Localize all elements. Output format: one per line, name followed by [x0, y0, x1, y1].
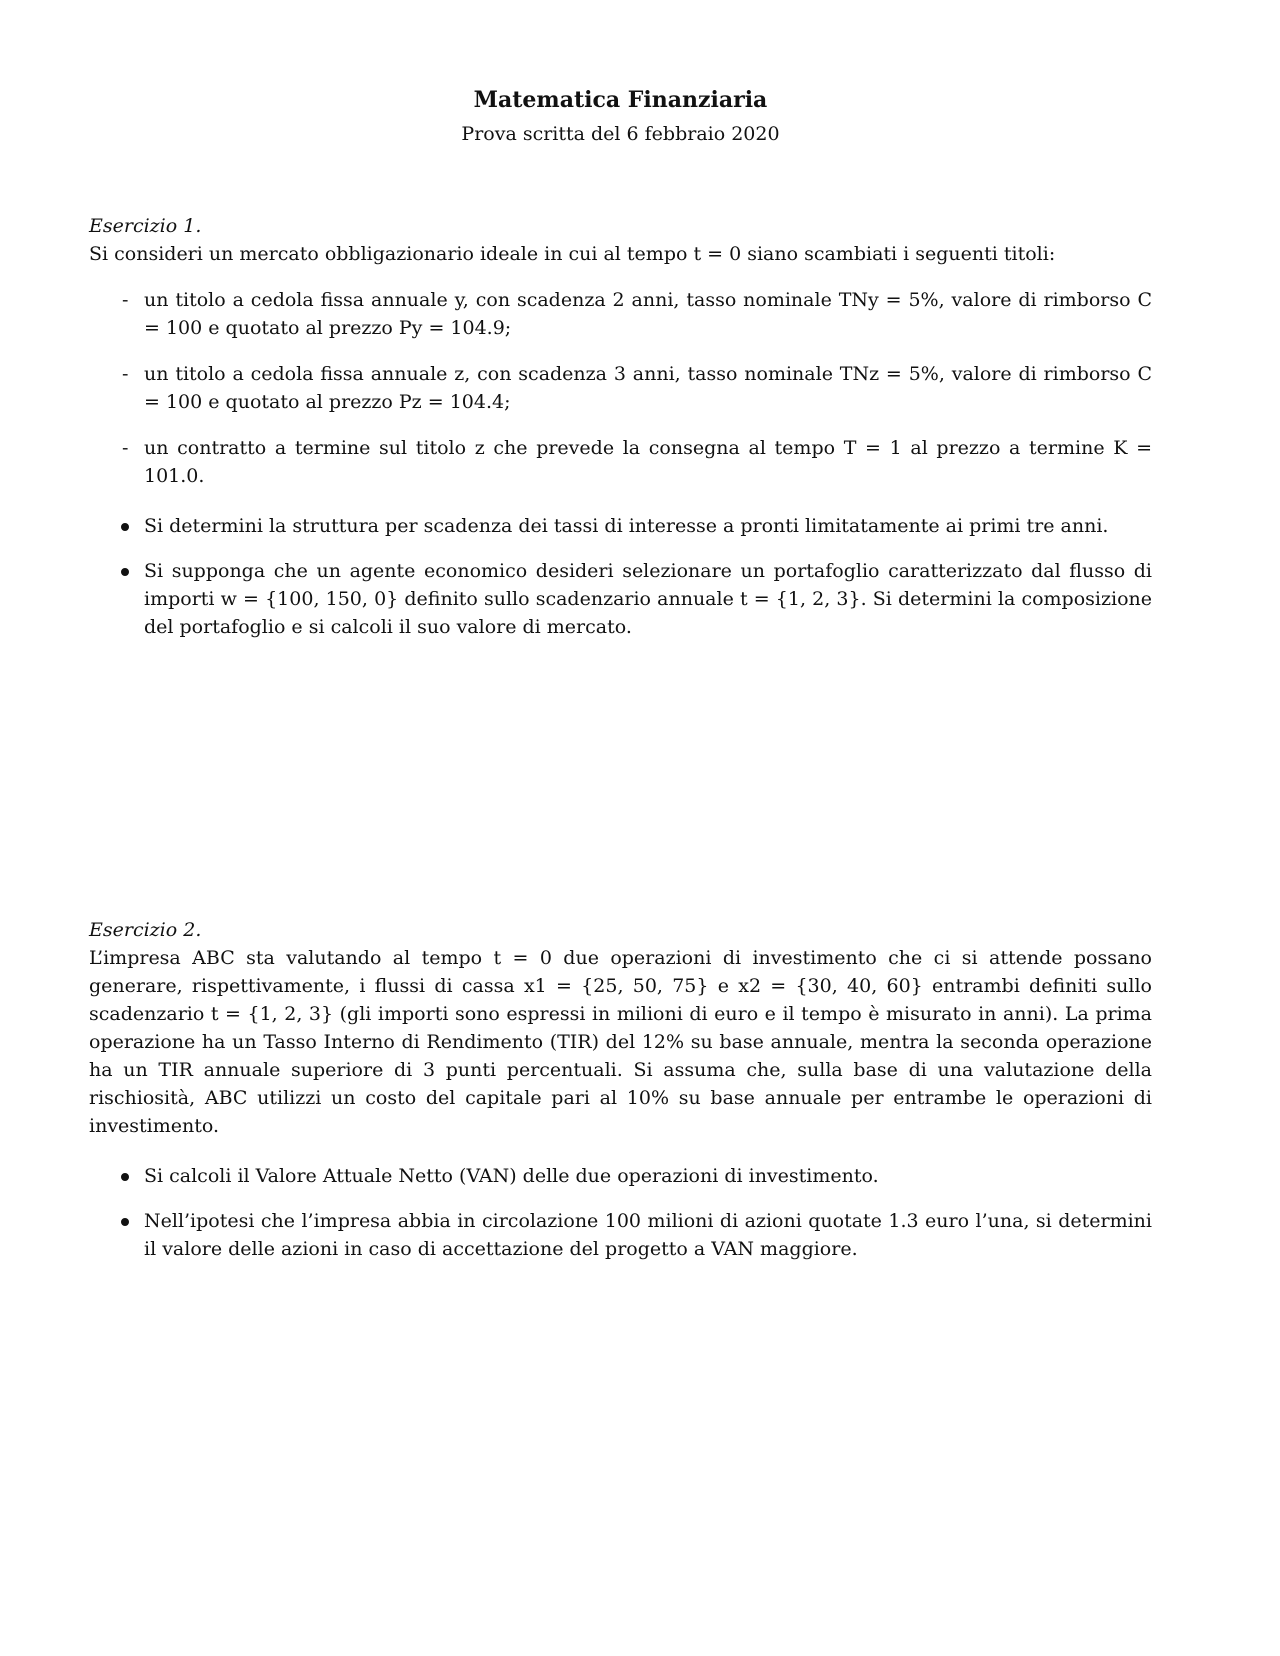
security-item-text: un titolo a cedola fissa annuale z, con scadenza 3 anni, tasso nominale TNz = 5%, valore di rimborso C = 100 e quotato al prezzo Pz = 104.4;: [144, 363, 1152, 413]
question-item: [144, 1162, 1152, 1190]
bullet-icon: [121, 1173, 129, 1181]
document-title: Matematica Finanziaria: [473, 87, 768, 113]
question-text: Si calcoli il Valore Attuale Netto (VAN) delle due operazioni di investimento.: [144, 1165, 879, 1187]
exercise-2-intro: L’impresa ABC sta valutando al tempo t = 0 due operazioni di investimento che ci si attende possano generare, rispettivamente, i flussi di cassa x1 = {25, 50, 75} e x2 = {30, 40, 60} entrambi definiti sullo scadenzario t = {1, 2, 3} (gli importi sono espressi in milioni di euro e il tempo è misurato in anni). La prima operazione ha un Tasso Interno di Rendimento (TIR) del 12% su base annuale, mentra la seconda operazione ha un TIR annuale superiore di 3 punti percentuali. Si assuma che, sulla base di una valutazione della rischiosità, ABC utilizzi un costo del capitale pari al 10% su base annuale per entrambe le operazioni di investimento.: [89, 947, 1152, 1137]
exercise-1-securities-list: [89, 286, 1152, 490]
exercise-1-title: Esercizio 1.: [89, 215, 202, 237]
exam-page: [89, 84, 1152, 1260]
question-item: [144, 557, 1152, 641]
exercise-2-questions: [89, 1162, 1152, 1263]
dash-marker: -: [122, 289, 129, 311]
question-text: Si determini la struttura per scadenza dei tassi di interesse a pronti limitatamente ai primi tre anni.: [144, 515, 1109, 537]
question-text: Si supponga che un agente economico desideri selezionare un portafoglio caratterizzato dal flusso di importi w = {100, 150, 0} definito sullo scadenzario annuale t = {1, 2, 3}. Si determini la composizione del portafoglio e si calcoli il suo valore di mercato.: [144, 560, 1152, 638]
dash-marker: -: [122, 363, 129, 385]
bullet-icon: [121, 568, 129, 576]
exercise-2: [89, 916, 1152, 1263]
question-item: [144, 1207, 1152, 1263]
security-item: [122, 286, 1152, 342]
exercise-2-title: Esercizio 2.: [89, 919, 202, 941]
header: [89, 84, 1152, 148]
exercise-1-questions: [89, 512, 1152, 641]
security-item: [122, 434, 1152, 490]
bullet-icon: [121, 523, 129, 531]
question-text: Nell’ipotesi che l’impresa abbia in circolazione 100 milioni di azioni quotate 1.3 euro l’una, si determini il valore delle azioni in caso di accettazione del progetto a VAN maggiore.: [144, 1210, 1152, 1260]
exercise-1: [89, 212, 1152, 641]
security-item: [122, 360, 1152, 416]
dash-marker: -: [122, 437, 129, 459]
security-item-text: un contratto a termine sul titolo z che prevede la consegna al tempo T = 1 al prezzo a termine K = 101.0.: [144, 437, 1152, 487]
bullet-icon: [121, 1218, 129, 1226]
exercise-1-intro: Si consideri un mercato obbligazionario ideale in cui al tempo t = 0 siano scambiati i seguenti titoli:: [89, 243, 1056, 265]
document-subtitle: Prova scritta del 6 febbraio 2020: [461, 123, 780, 145]
security-item-text: un titolo a cedola fissa annuale y, con scadenza 2 anni, tasso nominale TNy = 5%, valore di rimborso C = 100 e quotato al prezzo Py = 104.9;: [144, 289, 1152, 339]
question-item: [144, 512, 1152, 540]
